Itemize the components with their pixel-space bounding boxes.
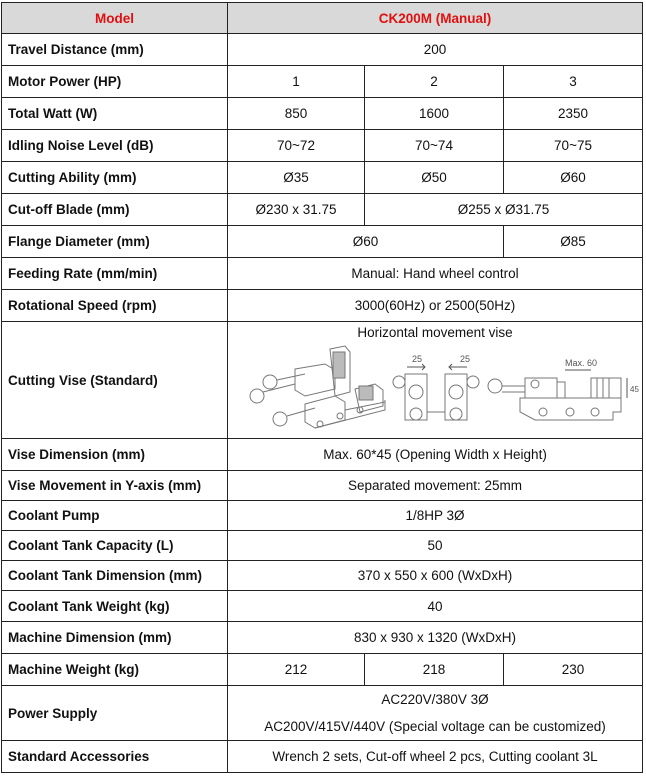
vise-front-view-drawing [393,354,479,420]
spec-label: Cutting Vise (Standard) [2,322,228,439]
spec-value-line: AC220V/380V 3Ø [381,692,489,707]
spec-row-idling-noise-level-db [2,130,643,162]
spec-label: Power Supply [2,686,228,741]
spec-value: 70~72 [228,130,365,162]
spec-label: Rotational Speed (rpm) [2,290,228,322]
spec-label: Motor Power (HP) [2,66,228,98]
svg-text:25: 25 [412,353,423,364]
spec-value: 2350 [504,98,643,130]
spec-row-coolant-tank-capacity-l [2,531,643,561]
spec-row-standard-accessories [2,741,643,773]
spec-row-coolant-pump [2,501,643,531]
spec-value: 830 x 930 x 1320 (WxDxH) [228,622,643,654]
spec-value: Ø255 x Ø31.75 [365,194,643,226]
spec-label: Idling Noise Level (dB) [2,130,228,162]
vise-isometric-drawing [250,346,385,428]
spec-value: Max. 60*45 (Opening Width x Height) [228,439,643,471]
spec-label: Vise Movement in Y-axis (mm) [2,471,228,501]
spec-value: Ø50 [365,162,504,194]
spec-value: 40 [228,591,643,622]
spec-row-feeding-rate-mm-min [2,258,643,290]
spec-label: Machine Dimension (mm) [2,622,228,654]
spec-value: 370 x 550 x 600 (WxDxH) [228,561,643,591]
spec-label: Coolant Pump [2,501,228,531]
model-value: CK200M (Manual) [228,3,643,34]
vise-cell [228,322,643,439]
spec-label: Total Watt (W) [2,98,228,130]
spec-table [1,2,643,773]
spec-row-travel-distance-mm [2,34,643,66]
spec-row-machine-dimension-mm [2,622,643,654]
spec-value: 200 [228,34,643,66]
spec-value: 3 [504,66,643,98]
spec-label: Coolant Tank Dimension (mm) [2,561,228,591]
spec-value: Wrench 2 sets, Cut-off wheel 2 pcs, Cutting coolant 3L [228,741,643,773]
spec-value: 850 [228,98,365,130]
spec-value: 1600 [365,98,504,130]
spec-row-vise-dimension-mm [2,439,643,471]
spec-row-flange-diameter-mm [2,226,643,258]
spec-value: Ø60 [504,162,643,194]
spec-value: 1/8HP 3Ø [228,501,643,531]
spec-row-motor-power-hp [2,66,643,98]
svg-text:45: 45 [630,384,639,394]
spec-value: 2 [365,66,504,98]
spec-row-power-supply [2,686,643,741]
spec-label: Coolant Tank Capacity (L) [2,531,228,561]
spec-label: Machine Weight (kg) [2,654,228,686]
spec-label: Cutting Ability (mm) [2,162,228,194]
spec-row-cut-off-blade-mm [2,194,643,226]
vise-side-view-drawing [488,358,639,420]
spec-label: Coolant Tank Weight (kg) [2,591,228,622]
spec-row-coolant-tank-dimension-mm [2,561,643,591]
spec-label: Flange Diameter (mm) [2,226,228,258]
spec-value [228,686,643,741]
svg-text:Max. 60: Max. 60 [565,357,598,368]
header-row [2,3,643,34]
spec-value: Separated movement: 25mm [228,471,643,501]
spec-value: Ø35 [228,162,365,194]
vise-drawing [235,344,639,430]
spec-value: 50 [228,531,643,561]
spec-value: Ø60 [228,226,504,258]
vise-title: Horizontal movement vise [357,324,513,340]
spec-row-machine-weight-kg [2,654,643,686]
spec-value: 70~75 [504,130,643,162]
spec-value: 3000(60Hz) or 2500(50Hz) [228,290,643,322]
spec-label: Standard Accessories [2,741,228,773]
svg-text:25: 25 [460,353,471,364]
spec-row-total-watt-w [2,98,643,130]
model-label: Model [2,3,228,34]
spec-value: Ø85 [504,226,643,258]
spec-label: Cut-off Blade (mm) [2,194,228,226]
spec-label: Vise Dimension (mm) [2,439,228,471]
spec-row-vise-movement-in-y-axis-mm [2,471,643,501]
spec-label: Travel Distance (mm) [2,34,228,66]
spec-row-cutting-vise-standard [2,322,643,439]
spec-row-cutting-ability-mm [2,162,643,194]
spec-value: 70~74 [365,130,504,162]
spec-value: 1 [228,66,365,98]
spec-value: 212 [228,654,365,686]
spec-value: 218 [365,654,504,686]
spec-row-coolant-tank-weight-kg [2,591,643,622]
spec-value-line: AC200V/415V/440V (Special voltage can be customized) [264,719,606,734]
spec-value: 230 [504,654,643,686]
spec-value: Manual: Hand wheel control [228,258,643,290]
spec-row-rotational-speed-rpm [2,290,643,322]
spec-value: Ø230 x 31.75 [228,194,365,226]
spec-label: Feeding Rate (mm/min) [2,258,228,290]
